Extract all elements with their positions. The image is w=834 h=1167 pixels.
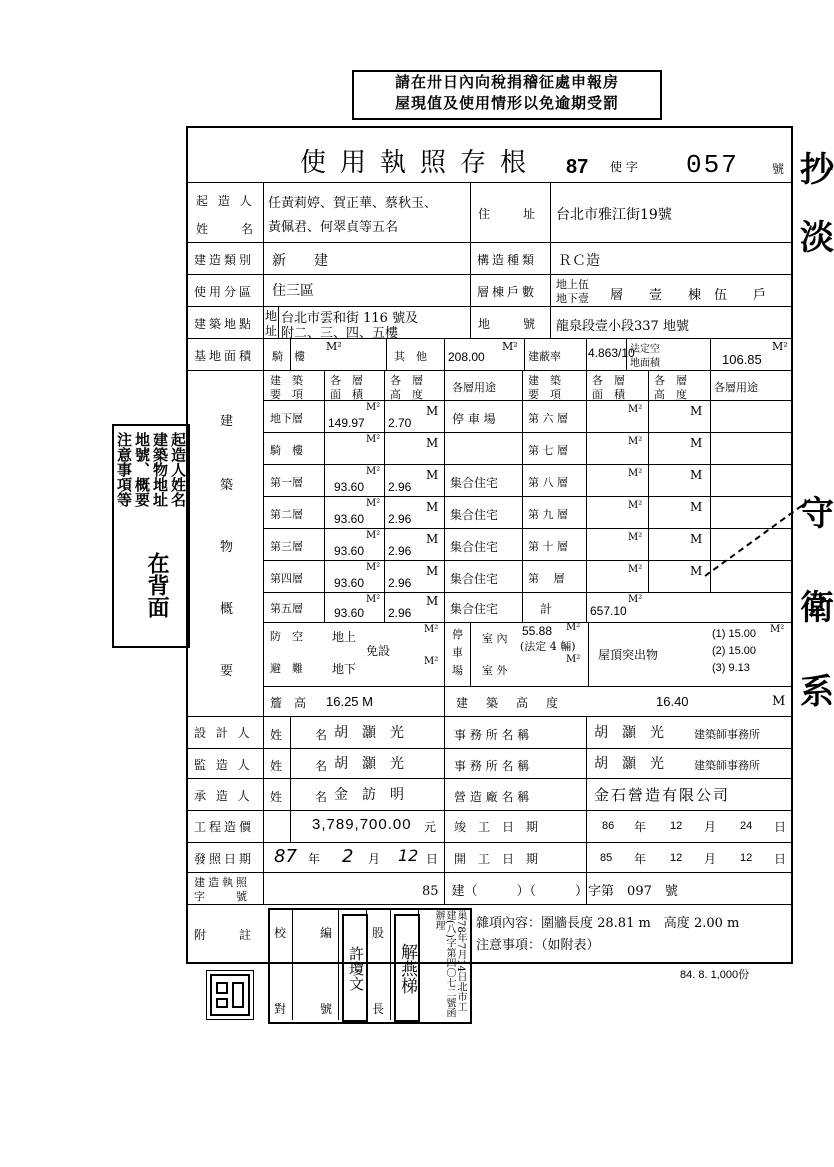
unit-m2: M² [366, 498, 381, 509]
row-line [187, 872, 792, 873]
unit-m2: M² [628, 404, 643, 415]
certificate-number-suffix: 號 [772, 162, 785, 176]
sign-col3b: 長 [372, 1002, 385, 1016]
start-month: 12 [670, 852, 683, 864]
col-line [384, 370, 385, 622]
notice-stamp [352, 70, 662, 120]
floor-height: 2.96 [388, 576, 412, 590]
row-line [263, 496, 792, 497]
firm-label: 營 造 廠 名 稱 [454, 790, 530, 804]
day-char: 日 [774, 820, 787, 834]
remarks-line-2: 注意事項：（如附表） [476, 938, 600, 953]
shelter-note: 免設 [366, 644, 391, 658]
other-unit: M² [502, 340, 518, 353]
notice-line-2: 屋現值及使用情形以免逾期受罰 [394, 94, 619, 112]
row-line [263, 686, 792, 687]
side-stamp-big: 在背面 [144, 552, 170, 618]
site-prefix-2: 址 [265, 324, 278, 338]
unit-m: M [690, 468, 703, 482]
row-line [263, 592, 792, 593]
day-char: 日 [774, 852, 787, 866]
designer-label: 設 計 人 [194, 726, 253, 740]
seal-stamp [206, 970, 254, 1020]
head-area-r1: 各 層 [592, 374, 625, 387]
side-stamp-col-1: 起造人姓名 [169, 432, 187, 507]
edge-char: 淡 [800, 218, 834, 258]
notice-line-1: 請在卅日內向稅捐稽征處申報房 [394, 73, 619, 91]
applicant-name-label: 姓 名 [196, 222, 257, 236]
month-char: 月 [704, 820, 717, 834]
row-line [187, 904, 792, 905]
height-label: 建 築 高 度 [456, 696, 562, 710]
class-label: 建造類別 [194, 253, 255, 267]
floor-area: 93.60 [334, 480, 365, 494]
contractor-name: 金 訪 明 [334, 787, 404, 803]
issue-day: 12 [398, 846, 419, 865]
unit-m2: M² [566, 622, 581, 633]
head-height-r2: 高 度 [654, 388, 687, 401]
unit-m2: M² [366, 466, 381, 477]
row-line [263, 560, 792, 561]
head-area-r2: 面 積 [592, 388, 625, 401]
start-day: 12 [740, 852, 753, 864]
row-line [187, 338, 792, 339]
head-height-r1: 各 層 [654, 374, 687, 387]
zone-label: 使用分區 [194, 285, 255, 299]
overview-side-2: 築 [220, 478, 234, 493]
applicant-names-1: 任黃莉婷、賀正華、蔡秋玉、 [268, 196, 438, 211]
floor-area: 93.60 [334, 606, 365, 620]
unit-m: M [426, 404, 439, 418]
floor-area: 93.60 [334, 512, 365, 526]
day-char: 日 [426, 852, 439, 866]
col-line [710, 370, 711, 592]
indoor-value: 55.88 [522, 624, 553, 638]
row-line [187, 810, 792, 811]
supervisor-name-label: 姓 名 [270, 759, 331, 773]
sign-col3a: 股 [372, 926, 385, 940]
unit-m2: M² [366, 434, 381, 445]
floors-below: 地下壹 [556, 292, 589, 305]
floor-name: 第五層 [270, 602, 303, 615]
cost-unit: 元 [424, 820, 437, 834]
applicant-address: 台北市雅江街19號 [556, 207, 672, 223]
col-line [586, 338, 587, 370]
unit-m: M [426, 564, 439, 578]
start-year: 85 [600, 852, 613, 864]
legal-label-2: 地面積 [630, 358, 660, 369]
structure-label: 構造種類 [477, 253, 538, 267]
building-structure: ＲＣ造 [558, 253, 600, 269]
overview-side-1: 建 [220, 414, 234, 429]
legal-value: 106.85 [722, 352, 762, 367]
roof-1: (1) 15.00 [712, 628, 757, 640]
eave-height: 16.25 M [326, 694, 373, 709]
completion-day: 24 [740, 820, 753, 832]
parking-label-1: 停 [452, 628, 463, 641]
floor-use: 集合住宅 [450, 540, 499, 554]
col-line [586, 716, 587, 904]
supervisor-office-label: 事 務 所 名 稱 [454, 759, 530, 773]
floors-detail: 層 壹 棟 伍 戶 [610, 288, 767, 303]
sign-col1b: 對 [274, 1002, 287, 1016]
month-char: 月 [704, 852, 717, 866]
indoor-note: (法定 4 輛) [520, 640, 576, 653]
unit-m2: M² [628, 436, 643, 447]
base-label: 基地面積 [194, 349, 255, 363]
col-line [550, 242, 551, 338]
other-label: 其 他 [394, 350, 427, 363]
floors-label: 層棟戶數 [477, 285, 538, 299]
other-value: 208.00 [448, 350, 485, 364]
head-area-2: 面 積 [330, 388, 363, 401]
floor-name: 第二層 [270, 508, 303, 521]
unit-m2: M² [366, 594, 381, 605]
floor-name: 騎 樓 [270, 444, 303, 457]
eave-label: 簷 高 [270, 696, 307, 710]
roof-3: (3) 9.13 [712, 662, 750, 674]
roof-label: 屋頂突出物 [598, 648, 659, 662]
shelter-label-1: 防 空 [270, 630, 303, 643]
floor-use: 集合住宅 [450, 476, 499, 490]
unit-m: M [690, 532, 703, 546]
certificate-title: 使用執照存根 [300, 148, 541, 178]
roof-2: (2) 15.00 [712, 645, 757, 657]
floor-height: 2.96 [388, 480, 412, 494]
floor-name-right: 第 九 層 [528, 508, 568, 521]
unit-m2: M² [628, 500, 643, 511]
overview-side-3: 物 [220, 540, 234, 555]
row-line [263, 432, 792, 433]
designer-name-label: 姓 名 [270, 728, 331, 742]
site-line-2: 附二、三、四、五樓 [281, 326, 399, 341]
edge-char: 抄 [800, 150, 834, 190]
floor-area: 93.60 [334, 576, 365, 590]
col-line [292, 910, 293, 1020]
issue-label: 發照日期 [194, 852, 255, 866]
col-line [710, 338, 711, 370]
floor-name-right: 第 層 [528, 572, 565, 585]
applicant-names-2: 黃佩君、何翠貞等五名 [268, 220, 399, 235]
col-line [444, 622, 445, 686]
col-line [470, 182, 471, 242]
row-line [263, 464, 792, 465]
building-height: 16.40 [656, 694, 689, 709]
head-use: 各層用途 [452, 381, 496, 394]
row-line [187, 748, 792, 749]
shelter-above: 地上 [332, 630, 357, 644]
certificate-year: 87 [566, 156, 589, 178]
contractor-label: 承 造 人 [194, 789, 253, 803]
floor-height: 2.96 [388, 606, 412, 620]
floors-above: 地上伍 [556, 278, 589, 291]
coverage-label: 建蔽率 [528, 350, 561, 363]
floor-name-right: 第 十 層 [528, 540, 568, 553]
remarks-label: 附 註 [194, 928, 255, 942]
shelter-label-2: 避 難 [270, 662, 303, 675]
building-zone: 住三區 [272, 283, 314, 299]
floor-use: 集合住宅 [450, 602, 499, 616]
overview-side-4: 概 [220, 602, 234, 617]
col-line [586, 370, 587, 622]
unit-m: M [426, 532, 439, 546]
shelter-below: 地下 [332, 662, 357, 676]
side-stamp-col-3: 地號、概要 [133, 432, 151, 507]
remarks-line-1: 雜項內容：圍牆長度 28.81 m 高度 2.00 m [476, 916, 740, 931]
completion-month: 12 [670, 820, 683, 832]
col-line [444, 338, 445, 370]
signature-stamp-1: 許瓊文 [342, 914, 368, 1022]
unit-m2: M² [628, 564, 643, 575]
head-item-r1: 建 築 [528, 374, 561, 387]
total-area: 657.10 [590, 604, 627, 618]
side-stamp-col-4: 注意事項等 [115, 432, 133, 507]
col-line [444, 370, 445, 622]
total-label: 計 [540, 602, 553, 616]
floor-height: 2.96 [388, 512, 412, 526]
permit-number: 85 建（ ）（ ）字第 097 號 [422, 884, 678, 899]
edge-char: 系 [800, 672, 834, 712]
edge-char: 衛 [800, 588, 834, 628]
col-line [470, 242, 471, 338]
building-class: 新 建 [272, 253, 328, 269]
arcade-unit: M² [326, 340, 342, 353]
col-line [324, 370, 325, 622]
col-line [588, 622, 589, 686]
address-label: 住 址 [478, 207, 539, 221]
row-line [263, 528, 792, 529]
col-line [338, 910, 339, 1020]
col-line [386, 338, 387, 370]
unit-m: M [426, 500, 439, 514]
unit-m: M [426, 468, 439, 482]
edge-char: 守 [800, 494, 834, 534]
legal-label-1: 法定空 [630, 344, 660, 355]
site-line-1: 台北市雲和街 116 號及 [281, 311, 419, 326]
col-line [444, 686, 445, 904]
floor-area: 93.60 [334, 544, 365, 558]
certificate-type: 使 字 [610, 160, 638, 174]
side-stamp [112, 424, 190, 648]
sign-col2a: 編 [320, 926, 333, 940]
unit-m2: M² [424, 656, 439, 667]
coverage-value: 4.863/10 [588, 346, 635, 360]
head-area-1: 各 層 [330, 374, 363, 387]
issue-year: 87 [274, 846, 297, 867]
form-code: 84. 8. 1,000份 [680, 969, 750, 981]
site-prefix: 地 [265, 309, 278, 323]
floor-height: 2.96 [388, 544, 412, 558]
unit-m2: M² [366, 402, 381, 413]
col-line [263, 182, 264, 904]
cost-value: 3,789,700.00 [312, 816, 412, 833]
head-height-2: 高 度 [390, 388, 423, 401]
row-line [187, 842, 792, 843]
unit-m: M [772, 694, 786, 709]
floor-use: 集合住宅 [450, 572, 499, 586]
year-char: 年 [308, 852, 321, 866]
col-line [470, 622, 471, 686]
col-line [524, 338, 525, 370]
arcade-label: 騎 樓 [272, 350, 305, 363]
designer-office: 胡 灝 光 [594, 725, 664, 741]
head-item-r2: 要 項 [528, 388, 561, 401]
row-line [187, 182, 792, 183]
floor-height: 2.70 [388, 416, 412, 430]
unit-m: M [690, 404, 703, 418]
permit-label-2: 字 號 [194, 890, 250, 903]
designer-office-label: 事 務 所 名 稱 [454, 728, 530, 742]
issue-month: 2 [342, 846, 354, 867]
floor-name: 地下層 [270, 412, 303, 425]
floor-use: 停 車 場 [452, 412, 496, 426]
unit-m2: M² [628, 594, 643, 605]
cost-label: 工程造價 [194, 820, 255, 834]
row-line [263, 622, 792, 623]
parking-label-3: 場 [452, 664, 463, 677]
start-label: 開 工 日 期 [454, 852, 539, 866]
supervisor-office-suffix: 建築師事務所 [694, 759, 760, 772]
floor-name: 第四層 [270, 572, 303, 585]
row-line [187, 242, 792, 243]
head-item-1: 建 築 [270, 374, 303, 387]
head-item-2: 要 項 [270, 388, 303, 401]
unit-m: M [426, 594, 439, 608]
floor-use: 集合住宅 [450, 508, 499, 522]
year-char: 年 [634, 820, 647, 834]
floor-name-right: 第 八 層 [528, 476, 568, 489]
outdoor-label: 室 外 [482, 664, 508, 677]
year-char: 年 [634, 852, 647, 866]
floor-name-right: 第 七 層 [528, 444, 568, 457]
unit-m: M [426, 436, 439, 450]
unit-m2: M² [628, 468, 643, 479]
designer-name: 胡 灝 光 [334, 725, 404, 741]
col-line [390, 910, 391, 1020]
col-line [648, 370, 649, 592]
supervisor-name: 胡 灝 光 [334, 756, 404, 772]
unit-m2: M² [566, 654, 581, 665]
unit-m2: M² [424, 624, 439, 635]
unit-m: M [690, 500, 703, 514]
supervisor-label: 監 造 人 [194, 758, 253, 772]
side-stamp-col-2: 建築物地址 [151, 432, 169, 507]
lot-label: 地 號 [478, 317, 539, 331]
parking-label-2: 車 [452, 646, 463, 659]
authority-stamp: 巢78年7月14日北市工建(八)字第四〇七二號函辦理 [433, 910, 466, 1018]
completion-label: 竣 工 日 期 [454, 820, 539, 834]
col-line [550, 182, 551, 242]
applicant-label: 起 造 人 [196, 194, 255, 208]
head-use-r: 各層用途 [714, 381, 758, 394]
sign-col2b: 號 [320, 1002, 333, 1016]
designer-office-suffix: 建築師事務所 [694, 728, 760, 741]
floor-area: 149.97 [328, 416, 365, 430]
indoor-label: 室 內 [482, 632, 508, 645]
permit-label-1: 建造執照 [194, 876, 250, 889]
unit-m: M [690, 436, 703, 450]
firm-name: 金石營造有限公司 [594, 786, 731, 804]
seal-icon [207, 971, 253, 1019]
col-line [522, 370, 523, 622]
signature-stamp-2: 解燕梯 [394, 914, 420, 1022]
unit-m2: M² [366, 562, 381, 573]
row-line [187, 716, 792, 717]
unit-m2: M² [770, 624, 785, 635]
row-line [187, 274, 792, 275]
legal-unit: M² [772, 340, 788, 353]
month-char: 月 [368, 852, 381, 866]
col-line [278, 306, 279, 338]
floor-name: 第三層 [270, 540, 303, 553]
unit-m2: M² [366, 530, 381, 541]
sign-col1a: 校 [274, 926, 287, 940]
head-height-1: 各 層 [390, 374, 423, 387]
lot-number: 龍泉段壹小段337 地號 [556, 319, 689, 334]
overview-side-5: 要 [220, 664, 234, 679]
unit-m2: M² [628, 532, 643, 543]
completion-year: 86 [602, 820, 615, 832]
site-label: 建築地點 [194, 317, 255, 331]
floor-name-right: 第 六 層 [528, 412, 568, 425]
unit-m: M [690, 564, 703, 578]
row-line [187, 778, 792, 779]
supervisor-office: 胡 灝 光 [594, 756, 664, 772]
row-line [187, 370, 792, 371]
certificate-number: 057 [686, 150, 739, 180]
contractor-name-label: 姓 名 [270, 790, 331, 804]
floor-name: 第一層 [270, 476, 303, 489]
